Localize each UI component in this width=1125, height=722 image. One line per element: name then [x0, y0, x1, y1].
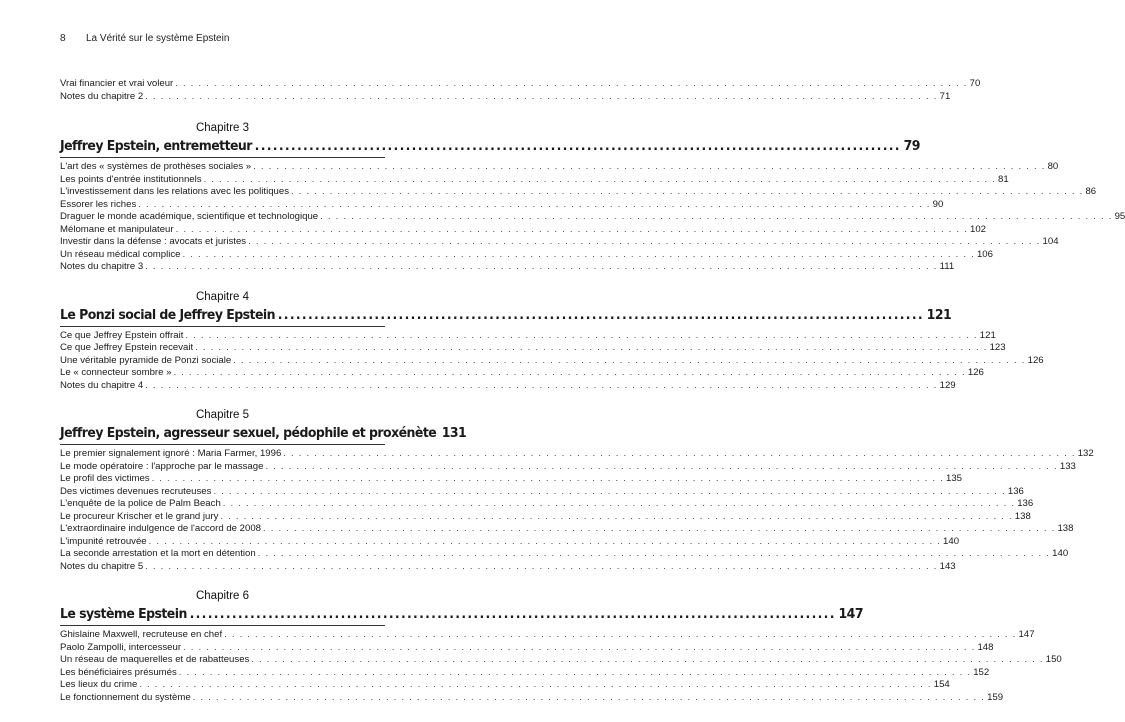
- leader-dots: [220, 511, 1012, 524]
- page-number: 8: [60, 33, 66, 44]
- toc-entry-title: Draguer le monde académique, scientifique et technologique: [60, 211, 319, 222]
- toc-entry-page: 136: [1017, 498, 1034, 509]
- toc-entry-title: Investir dans la défense : avocats et juristes: [60, 236, 247, 247]
- leader-dots: [265, 461, 1057, 474]
- chapter-page: 131: [441, 425, 467, 441]
- toc-entry-page: 126: [1027, 354, 1044, 366]
- toc-entry-page: 152: [973, 666, 990, 678]
- toc-entry: [60, 485, 1024, 499]
- toc-entry-title: Les lieux du crime: [60, 679, 138, 690]
- chapter-title-text: Le Ponzi social de Jeffrey Epstein: [60, 306, 275, 323]
- leader-dots: [183, 249, 975, 262]
- leader-dots: [251, 654, 1043, 667]
- toc-entry-title: Une véritable pyramide de Ponzi sociale: [60, 354, 232, 366]
- toc-entry-title: L'enquête de la police de Palm Beach: [60, 498, 221, 509]
- toc-entry: [60, 691, 1004, 705]
- toc-entry-page: 138: [1014, 510, 1031, 522]
- toc-entry-page: 154: [933, 679, 950, 690]
- toc-entry: [60, 173, 1009, 187]
- leader-dots: [138, 199, 930, 212]
- toc-entry-title: L'art des « systèmes de prothèses sociales »: [60, 161, 252, 172]
- chapter-rule: [60, 326, 385, 327]
- chapter-title: [60, 306, 952, 324]
- toc-entry: [60, 236, 1059, 249]
- toc-entry: [60, 641, 994, 655]
- toc-entry-title: Le premier signalement ignoré : Maria Farmer, 1996: [60, 448, 282, 459]
- toc-entry-page: 136: [1007, 485, 1024, 497]
- leader-dots: [139, 679, 931, 692]
- chapter-page: 121: [926, 306, 952, 323]
- leader-dots: [149, 536, 941, 549]
- leader-dots: [183, 642, 975, 655]
- toc-entry-page: 147: [1018, 629, 1035, 640]
- toc-entry-title: Le profil des victimes: [60, 473, 150, 484]
- toc-entry-page: 106: [976, 248, 993, 260]
- toc-entry: [60, 679, 950, 692]
- toc-entry: [60, 548, 1069, 561]
- toc-entry-page: 104: [1042, 236, 1059, 247]
- leader-dots: [258, 548, 1050, 561]
- chapter-rule: [60, 444, 385, 445]
- toc-entry-page: 143: [939, 560, 956, 572]
- toc-entry-title: Le « connecteur sombre »: [60, 367, 172, 378]
- toc-entry-title: Les bénéficiaires présumés: [60, 666, 177, 678]
- running-header: [60, 33, 229, 44]
- toc-entry-page: 121: [979, 329, 996, 341]
- toc-entry-page: 90: [932, 198, 944, 210]
- toc-entry-page: 148: [977, 641, 994, 653]
- table-of-contents: [60, 78, 1125, 704]
- leader-dots: [253, 161, 1045, 174]
- toc-entry: [60, 161, 1059, 174]
- running-title: La Vérité sur le système Epstein: [86, 33, 230, 44]
- toc-entry: [60, 666, 990, 680]
- toc-entry: [60, 78, 981, 91]
- toc-entry: [60, 510, 1031, 524]
- toc-entry: [60, 498, 1034, 511]
- leader-dots: [195, 342, 987, 355]
- toc-entry-page: 111: [939, 261, 955, 272]
- leader-dots: [145, 261, 937, 274]
- chapter-page: 79: [903, 138, 920, 154]
- toc-entry-title: Le fonctionnement du système: [60, 691, 191, 703]
- toc-entry-page: 102: [970, 223, 987, 235]
- chapter-label: Chapitre 5: [195, 409, 250, 421]
- toc-entry-title: Des victimes devenues recruteuses: [60, 485, 212, 497]
- toc-entry-page: 95: [1114, 211, 1125, 222]
- toc-entry: [60, 223, 987, 237]
- toc-entry: [60, 261, 955, 274]
- leader-dots: [173, 367, 965, 380]
- toc-entry: [60, 523, 1074, 536]
- chapter-title-text: Le système Epstein: [60, 606, 187, 622]
- toc-entry-page: 71: [939, 90, 951, 102]
- toc-entry: [60, 654, 1062, 667]
- toc-entry-title: Essorer les riches: [60, 198, 137, 210]
- toc-entry: [60, 354, 1044, 368]
- toc-entry: [60, 473, 963, 486]
- toc-entry: [60, 379, 956, 393]
- leader-dots: [145, 561, 937, 574]
- leader-dots: [283, 448, 1075, 461]
- toc-entry-title: Mélomane et manipulateur: [60, 223, 174, 235]
- toc-entry-title: L'impunité retrouvée: [60, 535, 147, 547]
- toc-entry-page: 133: [1059, 460, 1076, 472]
- toc-entry-page: 159: [987, 691, 1004, 703]
- leader-dots: [145, 380, 937, 393]
- chapter-title-text: Jeffrey Epstein, entremetteur: [60, 138, 252, 154]
- toc-entry: [60, 560, 956, 574]
- chapter-page: 147: [838, 606, 863, 622]
- toc-entry-title: Ce que Jeffrey Epstein recevait: [60, 342, 194, 353]
- toc-entry: [60, 460, 1076, 474]
- toc-entry-page: 70: [969, 78, 981, 89]
- toc-entry-title: Un réseau médical complice: [60, 248, 181, 260]
- leader-dots: [213, 486, 1005, 499]
- toc-entry: [60, 198, 944, 212]
- toc-entry-title: Un réseau de maquerelles et de rabatteuses: [60, 654, 250, 665]
- leader-dots: [223, 498, 1015, 511]
- toc-entry-title: L'extraordinaire indulgence de l'accord de 2008: [60, 523, 262, 534]
- toc-entry-title: Ghislaine Maxwell, recruteuse en chef: [60, 629, 223, 640]
- leader-dots: [190, 605, 836, 623]
- toc-entry: [60, 248, 993, 262]
- toc-entry-page: 81: [998, 173, 1009, 185]
- chapter-rule: [60, 625, 385, 626]
- leader-dots: [152, 473, 944, 486]
- chapter-rule: [60, 157, 385, 158]
- toc-entry: [60, 629, 1035, 642]
- chapter-label: Chapitre 4: [195, 290, 250, 303]
- toc-entry-title: Le procureur Krischer et le grand jury: [60, 510, 219, 522]
- toc-entry-title: Paolo Zampolli, intercesseur: [60, 641, 182, 653]
- toc-entry-title: Les points d'entrée institutionnels: [60, 173, 202, 185]
- leader-dots: [176, 224, 968, 237]
- leader-dots: [179, 667, 971, 680]
- toc-entry-title: Notes du chapitre 3: [60, 261, 144, 272]
- chapter-title: [60, 424, 467, 442]
- toc-entry-title: Vrai financier et vrai voleur: [60, 78, 174, 89]
- toc-entry: [60, 186, 1097, 199]
- toc-entry-page: 80: [1047, 161, 1059, 172]
- leader-dots: [204, 174, 996, 187]
- toc-entry-title: Notes du chapitre 5: [60, 560, 144, 572]
- toc-entry-page: 135: [946, 473, 963, 484]
- leader-dots: [233, 355, 1025, 368]
- leader-dots: [193, 692, 985, 705]
- chapter-title: [60, 605, 863, 623]
- chapter-title-text: Jeffrey Epstein, agresseur sexuel, pédophile et proxénète: [60, 425, 437, 441]
- chapter-label: Chapitre 3: [195, 122, 250, 134]
- chapter-label: Chapitre 6: [195, 590, 250, 602]
- toc-entry-title: Notes du chapitre 2: [60, 90, 144, 102]
- toc-entry-title: Notes du chapitre 4: [60, 379, 144, 391]
- leader-dots: [320, 211, 1112, 224]
- leader-dots: [224, 629, 1016, 642]
- toc-entry-page: 138: [1057, 523, 1074, 534]
- toc-entry: [60, 329, 996, 343]
- toc-entry-page: 140: [943, 535, 960, 547]
- toc-entry: [60, 367, 984, 380]
- toc-entry-page: 150: [1045, 654, 1062, 665]
- toc-entry-page: 86: [1085, 186, 1097, 197]
- chapter-title: [60, 137, 920, 155]
- leader-dots: [263, 523, 1055, 536]
- toc-entry: [60, 448, 1094, 461]
- leader-dots: [145, 91, 937, 104]
- leader-dots: [255, 137, 901, 155]
- leader-dots: [278, 306, 924, 324]
- toc-entry-page: 129: [939, 379, 956, 391]
- toc-entry-page: 126: [967, 367, 984, 378]
- toc-entry: [60, 535, 960, 549]
- toc-entry-title: Le mode opératoire : l'approche par le massage: [60, 460, 264, 472]
- toc-entry: [60, 90, 951, 104]
- toc-entry-page: 132: [1077, 448, 1094, 459]
- toc-entry-page: 140: [1052, 548, 1069, 559]
- toc-entry-title: L'investissement dans les relations avec les politiques: [60, 186, 290, 197]
- toc-entry: [60, 211, 1125, 224]
- toc-entry-page: 123: [989, 342, 1006, 353]
- leader-dots: [185, 330, 977, 343]
- toc-entry-title: La seconde arrestation et la mort en détention: [60, 548, 256, 559]
- toc-entry-title: Ce que Jeffrey Epstein offrait: [60, 329, 184, 341]
- leader-dots: [248, 236, 1040, 249]
- leader-dots: [291, 186, 1083, 199]
- leader-dots: [175, 78, 967, 91]
- toc-entry: [60, 342, 1006, 355]
